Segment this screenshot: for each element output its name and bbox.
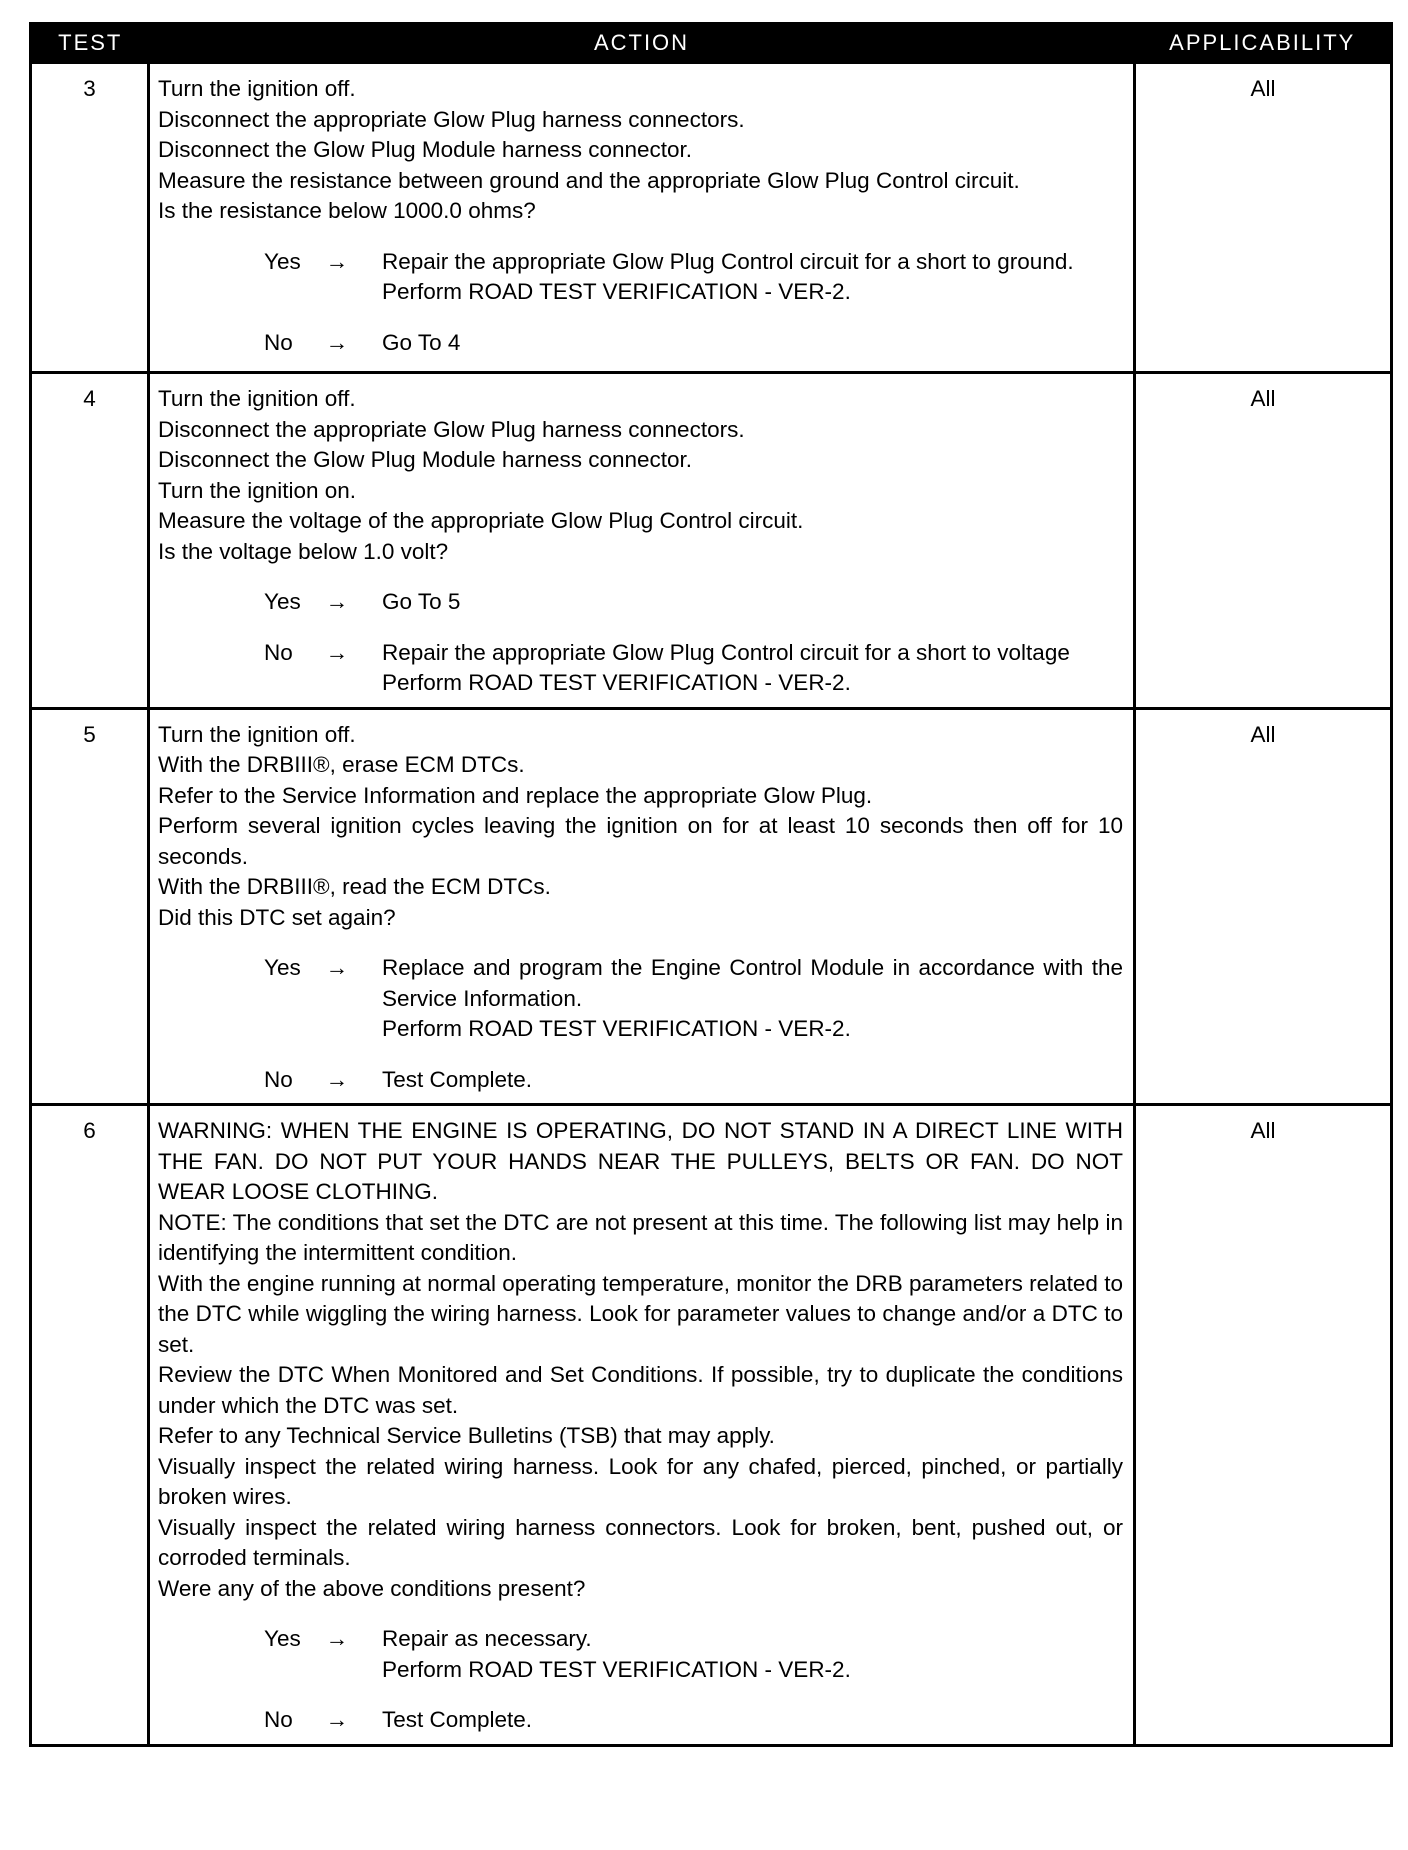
action-step: Review the DTC When Monitored and Set Conditions. If possible, try to duplicate the conditions under which the DTC was set. [158, 1362, 1123, 1418]
answer-label: No [264, 1066, 293, 1092]
answer-line: Go To 5 [382, 589, 461, 614]
answer-label: Yes [264, 1626, 301, 1651]
action-step: Measure the voltage of the appropriate Glow Plug Control circuit. [158, 508, 804, 533]
answer-branch [158, 247, 1123, 308]
answer-line: Replace and program the Engine Control Module in accordance with the Service Information. [382, 955, 1123, 1011]
action-step: Visually inspect the related wiring harness. Look for any chafed, pierced, pinched, or partially broken wires. [158, 1453, 1123, 1509]
answer-label: No [264, 1707, 293, 1732]
arrow-right-icon: → [325, 639, 349, 665]
answer-line: Repair the appropriate Glow Plug Control circuit for a short to ground. [382, 248, 1074, 274]
test-number: 4 [31, 373, 149, 709]
answer-branch [158, 587, 1123, 618]
action-step: Refer to any Technical Service Bulletins (TSB) that may apply. [158, 1423, 775, 1448]
action-step: Turn the ignition on. [158, 477, 357, 503]
applicability-value: All [1135, 1105, 1392, 1746]
action-step: With the engine running at normal operating temperature, monitor the DRB parameters related to the DTC while wiggling the wiring harness. Look for parameter values to change and/or a DTC to set. [158, 1270, 1123, 1357]
answer-instructions [382, 1624, 1123, 1685]
table-row [31, 708, 1392, 1105]
header-test: TEST [31, 24, 149, 63]
table-header-row [31, 24, 1392, 63]
answer-label: No [264, 329, 293, 355]
answer-branch [158, 1705, 1123, 1736]
answer-line: Perform ROAD TEST VERIFICATION - VER-2. [382, 670, 851, 695]
answer-branch [158, 328, 1123, 359]
action-cell [149, 1105, 1135, 1746]
answer-label: Yes [264, 248, 301, 274]
action-step: Disconnect the Glow Plug Module harness connector. [158, 447, 693, 472]
answer-line: Repair as necessary. [382, 1626, 592, 1651]
answer-line: Test Complete. [382, 1707, 533, 1732]
answer-line: Perform ROAD TEST VERIFICATION - VER-2. [382, 1016, 851, 1041]
answer-instructions [382, 587, 1123, 618]
action-step: Did this DTC set again? [158, 904, 396, 930]
test-number: 3 [31, 63, 149, 373]
answer-line: Go To 4 [382, 329, 461, 355]
answer-line: Repair the appropriate Glow Plug Control circuit for a short to voltage [382, 639, 1070, 665]
answer-branch [158, 1624, 1123, 1685]
answer-line: Perform ROAD TEST VERIFICATION - VER-2. [382, 279, 851, 304]
answer-branch [158, 638, 1123, 699]
action-step: Perform several ignition cycles leaving the ignition on for at least 10 seconds then off for 10 seconds. [158, 813, 1123, 869]
action-step: Were any of the above conditions present? [158, 1575, 586, 1601]
arrow-right-icon: → [325, 1707, 349, 1732]
table-row [31, 1105, 1392, 1746]
action-step: With the DRBIII®, erase ECM DTCs. [158, 752, 525, 777]
answer-line: Perform ROAD TEST VERIFICATION - VER-2. [382, 1656, 851, 1682]
action-step: Refer to the Service Information and replace the appropriate Glow Plug. [158, 782, 873, 808]
action-step: With the DRBIII®, read the ECM DTCs. [158, 874, 551, 899]
action-step: Is the resistance below 1000.0 ohms? [158, 198, 536, 223]
table-row [31, 373, 1392, 709]
action-step: Disconnect the appropriate Glow Plug harness connectors. [158, 416, 745, 442]
answer-instructions [382, 1705, 1123, 1736]
answer-instructions [382, 638, 1123, 699]
table-row [31, 63, 1392, 373]
answer-label: No [264, 639, 293, 665]
answer-instructions [382, 328, 1123, 359]
action-step: Visually inspect the related wiring harness connectors. Look for broken, bent, pushed out, or corroded terminals. [158, 1514, 1123, 1570]
test-number: 6 [31, 1105, 149, 1746]
action-step: Disconnect the appropriate Glow Plug harness connectors. [158, 106, 745, 132]
action-step: Turn the ignition off. [158, 386, 356, 411]
action-step: Disconnect the Glow Plug Module harness connector. [158, 137, 693, 162]
answer-branch [158, 1065, 1123, 1096]
answer-instructions [382, 247, 1123, 308]
applicability-value: All [1135, 373, 1392, 709]
applicability-value: All [1135, 63, 1392, 373]
answer-instructions [382, 953, 1123, 1045]
answer-branch [158, 953, 1123, 1045]
arrow-right-icon: → [325, 248, 349, 274]
diagnostic-test-table [29, 22, 1393, 1747]
table-body [31, 63, 1392, 1746]
arrow-right-icon: → [325, 589, 349, 614]
arrow-right-icon: → [325, 1626, 349, 1651]
action-step: WARNING: WHEN THE ENGINE IS OPERATING, DO NOT STAND IN A DIRECT LINE WITH THE FAN. DO NOT PUT YOUR HANDS NEAR THE PULLEYS, BELTS OR FAN. DO NOT WEAR LOOSE CLOTHING. [158, 1118, 1123, 1204]
action-cell [149, 63, 1135, 373]
answer-instructions [382, 1065, 1123, 1096]
arrow-right-icon: → [325, 955, 349, 980]
action-step: Turn the ignition off. [158, 76, 356, 101]
answer-label: Yes [264, 955, 301, 980]
action-step: Measure the resistance between ground and the appropriate Glow Plug Control circuit. [158, 167, 1020, 193]
header-action: ACTION [149, 24, 1135, 63]
action-step: NOTE: The conditions that set the DTC are not present at this time. The following list may help in identifying the intermittent condition. [158, 1209, 1123, 1265]
answer-label: Yes [264, 589, 301, 614]
test-number: 5 [31, 708, 149, 1105]
applicability-value: All [1135, 708, 1392, 1105]
action-cell [149, 373, 1135, 709]
arrow-right-icon: → [325, 1066, 349, 1092]
header-applicability: APPLICABILITY [1135, 24, 1392, 63]
arrow-right-icon: → [325, 329, 349, 355]
action-step: Turn the ignition off. [158, 721, 356, 747]
action-cell [149, 708, 1135, 1105]
answer-line: Test Complete. [382, 1066, 533, 1092]
action-step: Is the voltage below 1.0 volt? [158, 538, 449, 564]
